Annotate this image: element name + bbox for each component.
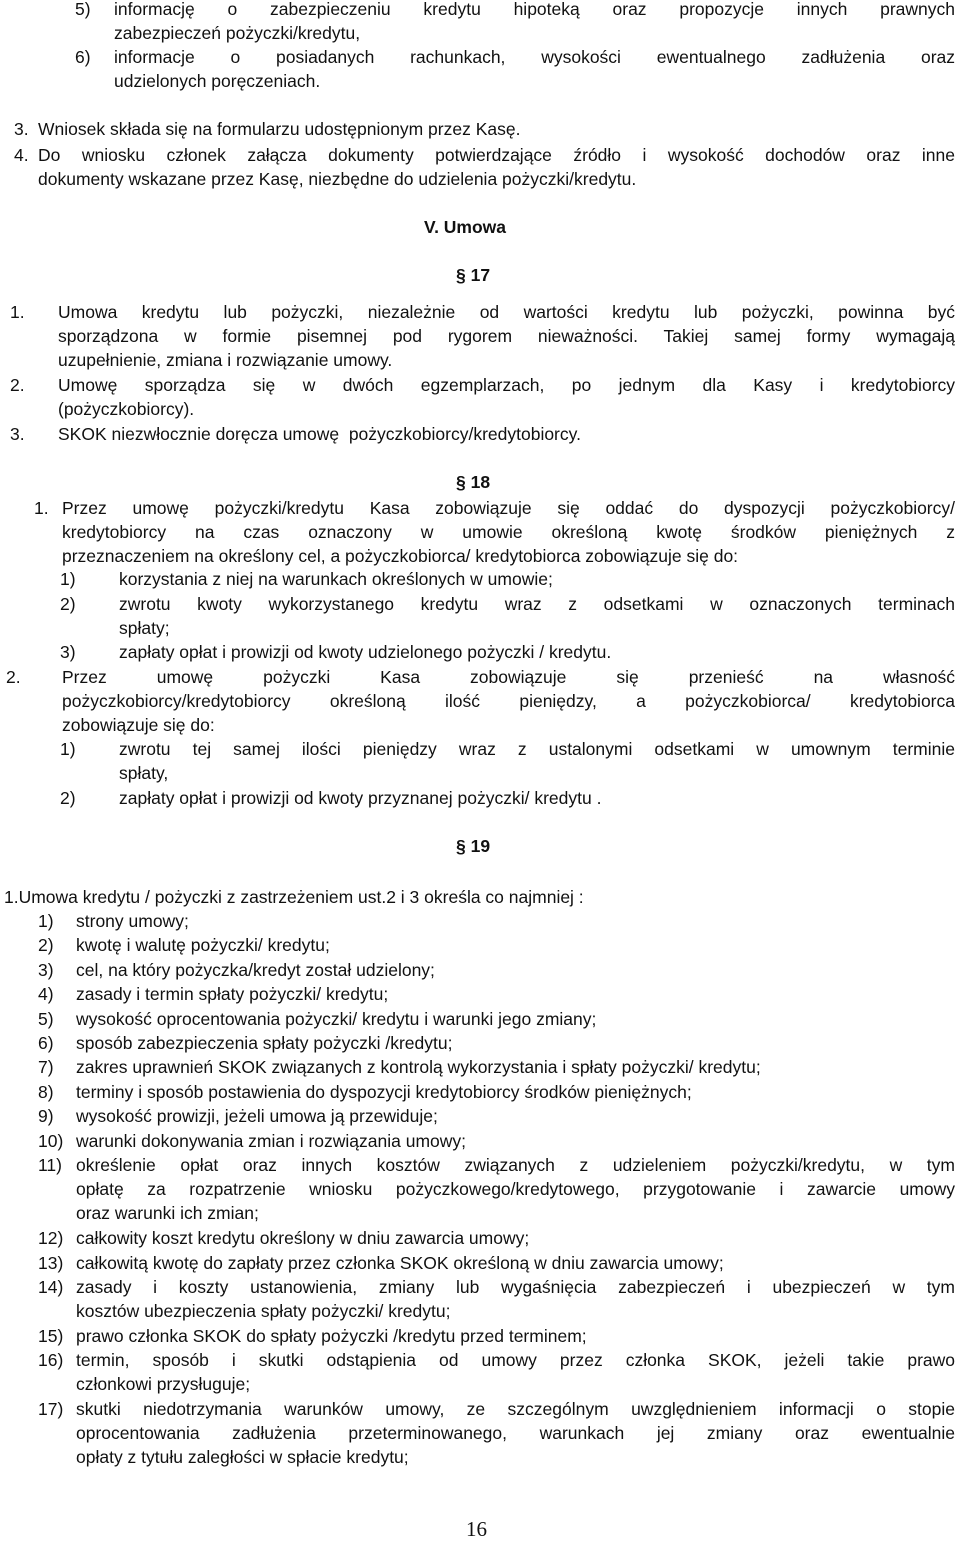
p17-point-number: 2. <box>10 375 25 395</box>
list-item-line: udzielonych poręczeniach. <box>114 71 321 91</box>
p19-item-line: terminy i sposób postawienia do dyspozycji kredytobiorcy środków pieniężnych; <box>76 1081 692 1102</box>
p18-subpoint-number: 3) <box>60 642 76 662</box>
paragraph-19-intro: 1.Umowa kredytu / pożyczki z zastrzeżeniem ust.2 i 3 określa co najmniej : <box>4 887 584 907</box>
point-line: dokumenty wskazane przez Kasę, niezbędne do udzielenia pożyczki/kredytu. <box>38 169 637 189</box>
p17-point-line: (pożyczkobiorcy). <box>58 399 195 419</box>
p18-subpoint-line: zwrotu kwoty wykorzystanego kredytu wraz z odsetkami w oznaczonych terminach <box>119 594 955 614</box>
p19-item-number: 13) <box>38 1252 64 1273</box>
p19-item-number: 10) <box>38 1130 64 1151</box>
p19-item-line: wysokość prowizji, jeżeli umowa ją przewiduje; <box>76 1106 438 1127</box>
p19-item-line: oraz warunki ich zmian; <box>76 1203 259 1223</box>
p18-point-line: przeznaczeniem na określony cel, a pożyczkobiorca/ kredytobiorca zobowiązuje się do: <box>62 546 739 566</box>
list-item-line: zabezpieczeń pożyczki/kredytu, <box>114 23 361 43</box>
p19-item-line: kwotę i walutę pożyczki/ kredytu; <box>76 935 330 956</box>
p19-item-number: 6) <box>38 1033 54 1053</box>
p17-point-line: sporządzona w formie pisemnej pod rygorem nieważności. Takiej samej formy wymagają <box>58 326 955 346</box>
p19-item-number: 5) <box>38 1008 54 1029</box>
p19-item-line: cel, na który pożyczka/kredyt został udzielony; <box>76 959 435 980</box>
p18-point-line: Przez umowę pożyczki Kasa zobowiązuje się przenieść na własność <box>62 667 955 687</box>
p17-point-number: 3. <box>10 424 25 444</box>
p19-item-line: prawo członka SKOK do spłaty pożyczki /kredytu przed terminem; <box>76 1325 587 1346</box>
page-number: 16 <box>466 1517 487 1541</box>
list-item-line: informacje o posiadanych rachunkach, wysokości ewentualnego zadłużenia oraz <box>114 47 955 67</box>
p18-point-number: 2. <box>6 667 21 687</box>
p18-subpoint-line: zwrotu tej samej ilości pieniędzy wraz z ustalonymi odsetkami w umownym terminie <box>119 739 955 759</box>
p19-item-number: 2) <box>38 935 54 956</box>
p19-item-line: opłaty z tytułu zaległości w spłacie kredytu; <box>76 1447 409 1467</box>
p18-subpoint-number: 2) <box>60 594 76 614</box>
p18-point-number: 1. <box>34 498 49 518</box>
p19-item-line: oprocentowania zadłużenia przeterminowanego, warunkach jej zmiany oraz ewentualnie <box>76 1423 955 1443</box>
p17-point-line: SKOK niezwłocznie doręcza umowę pożyczkobiorcy/kredytobiorcy. <box>58 424 581 444</box>
p19-item-number: 14) <box>38 1277 64 1297</box>
p19-item-line: członkowi przysługuje; <box>76 1374 251 1395</box>
p19-item-number: 9) <box>38 1106 54 1127</box>
p19-item-number: 8) <box>38 1081 54 1102</box>
point-line: Do wniosku członek załącza dokumenty potwierdzające źródło i wysokość dochodów oraz inne <box>38 145 955 165</box>
list-item-number: 5) <box>75 0 91 19</box>
chapter-title: V. Umowa <box>424 217 507 237</box>
p19-item-line: zakres uprawnień SKOK związanych z kontrolą wykorzystania i spłaty pożyczki/ kredytu; <box>76 1057 761 1078</box>
p17-point-line: uzupełnienie, zmiana i rozwiązanie umowy. <box>58 350 393 370</box>
p19-item-number: 12) <box>38 1228 64 1249</box>
p18-subpoint-number: 1) <box>60 739 76 759</box>
p18-subpoint-line: spłaty, <box>119 763 169 783</box>
p18-subpoint-line: zapłaty opłat i prowizji od kwoty przyznanej pożyczki/ kredytu . <box>119 788 602 808</box>
p17-point-line: Umowę sporządza się w dwóch egzemplarzach, po jednym dla Kasy i kredytobiorcy <box>58 375 955 395</box>
p18-subpoint-line: spłaty; <box>119 618 170 638</box>
p19-item-number: 1) <box>38 911 54 931</box>
p19-item-number: 16) <box>38 1350 64 1371</box>
p19-item-line: sposób zabezpieczenia spłaty pożyczki /kredytu; <box>76 1033 453 1053</box>
p19-item-line: określenie opłat oraz innych kosztów związanych z udzieleniem pożyczki/kredytu, w tym <box>76 1155 955 1175</box>
p19-item-line: opłatę za rozpatrzenie wniosku pożyczkowego/kredytowego, przygotowanie i zawarcie umowy <box>76 1179 955 1199</box>
p18-subpoint-line: korzystania z niej na warunkach określonych w umowie; <box>119 569 553 589</box>
p18-subpoint-number: 2) <box>60 788 76 808</box>
p19-item-number: 3) <box>38 959 54 980</box>
p19-item-line: zasady i koszty ustanowienia, zmiany lub wygaśnięcia zabezpieczeń i ubezpieczeń w tym <box>76 1277 955 1297</box>
list-item-line: informację o zabezpieczeniu kredytu hipoteką oraz propozycje innych prawnych <box>114 0 955 19</box>
paragraph-19-sign: § 19 <box>456 836 491 856</box>
p18-point-line: Przez umowę pożyczki/kredytu Kasa zobowiązuje się oddać do dyspozycji pożyczkobiorcy/ <box>62 498 955 518</box>
p18-subpoint-number: 1) <box>60 569 76 589</box>
list-item-number: 6) <box>75 47 91 67</box>
p18-subpoint-line: zapłaty opłat i prowizji od kwoty udzielonego pożyczki / kredytu. <box>119 642 612 662</box>
p19-item-number: 15) <box>38 1325 64 1346</box>
p19-item-line: warunki dokonywania zmian i rozwiązania umowy; <box>76 1130 467 1151</box>
p17-point-line: Umowa kredytu lub pożyczki, niezależnie od wartości kredytu lub pożyczki, powinna być <box>58 302 955 322</box>
p19-item-line: strony umowy; <box>76 911 189 931</box>
p18-point-line: zobowiązuje się do: <box>62 715 215 735</box>
point-line: Wniosek składa się na formularzu udostępnionym przez Kasę. <box>38 119 521 139</box>
p19-item-line: wysokość oprocentowania pożyczki/ kredytu i warunki jego zmiany; <box>76 1008 597 1029</box>
p18-point-line: kredytobiorcy na czas oznaczony w umowie określoną kwotę środków pieniężnych z <box>62 522 955 542</box>
p19-item-number: 17) <box>38 1399 64 1419</box>
p19-item-line: całkowitą kwotę do zapłaty przez członka SKOK określoną w dniu zawarcia umowy; <box>76 1252 724 1273</box>
p19-item-line: termin, sposób i skutki odstąpienia od umowy przez członka SKOK, jeżeli takie prawo <box>76 1350 955 1371</box>
p18-point-line: pożyczkobiorcy/kredytobiorcy określoną ilość pieniędzy, a pożyczkobiorca/ kredytobiorca <box>62 691 955 711</box>
paragraph-17-sign: § 17 <box>456 265 491 285</box>
p19-item-number: 11) <box>38 1155 62 1175</box>
p19-item-number: 7) <box>38 1057 54 1078</box>
point-number: 4. <box>14 145 29 165</box>
p19-item-line: zasady i termin spłaty pożyczki/ kredytu; <box>76 984 389 1005</box>
p19-item-line: skutki niedotrzymania warunków umowy, ze szczególnym uwzględnieniem informacji o stopie <box>76 1399 955 1419</box>
p19-item-line: całkowity koszt kredytu określony w dniu zawarcia umowy; <box>76 1228 530 1249</box>
paragraph-18-sign: § 18 <box>456 472 491 492</box>
p17-point-number: 1. <box>10 302 25 322</box>
point-number: 3. <box>14 119 29 139</box>
p19-item-number: 4) <box>38 984 54 1005</box>
p19-item-line: kosztów ubezpieczenia spłaty pożyczki/ kredytu; <box>76 1301 451 1321</box>
